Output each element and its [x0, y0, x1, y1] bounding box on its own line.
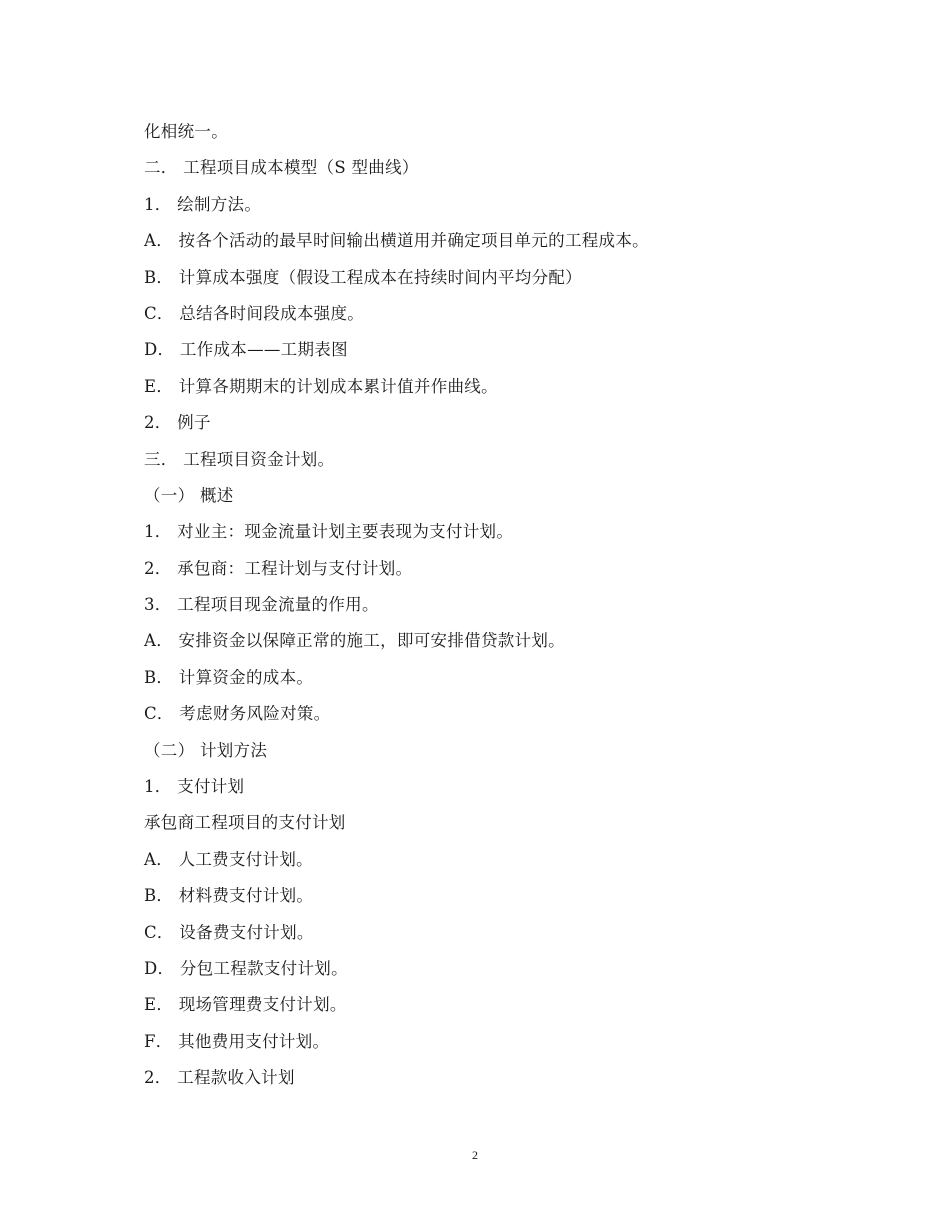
- text-line: 承包商工程项目的支付计划: [144, 813, 346, 833]
- page-number: 2: [472, 1148, 478, 1162]
- text-line: 1． 绘制方法。: [144, 194, 262, 214]
- text-line: 3． 工程项目现金流量的作用。: [144, 595, 379, 615]
- text-line: B． 材料费支付计划。: [144, 886, 314, 906]
- subsection-heading: （一） 概述: [144, 485, 234, 505]
- text-line: D． 工作成本——工期表图: [144, 340, 348, 360]
- document-body: [144, 114, 824, 1097]
- section-heading: 三． 工程项目资金计划。: [144, 449, 335, 469]
- text-line: 2． 工程款收入计划: [144, 1068, 295, 1088]
- text-line: D． 分包工程款支付计划。: [144, 958, 348, 978]
- text-line: 1． 对业主：现金流量计划主要表现为支付计划。: [144, 522, 514, 542]
- text-line: F． 其他费用支付计划。: [144, 1031, 330, 1051]
- text-line: C． 考虑财务风险对策。: [144, 704, 331, 724]
- text-line: B． 计算成本强度（假设工程成本在持续时间内平均分配）: [144, 267, 582, 287]
- text-line: A． 人工费支付计划。: [144, 849, 313, 869]
- text-line: C． 设备费支付计划。: [144, 922, 314, 942]
- text-line: 1． 支付计划: [144, 777, 245, 797]
- text-line: A． 按各个活动的最早时间输出横道用并确定项目单元的工程成本。: [144, 231, 649, 251]
- text-line: 2． 承包商：工程计划与支付计划。: [144, 558, 413, 578]
- section-heading: 二． 工程项目成本模型（S 型曲线）: [144, 158, 419, 178]
- text-line: 化相统一。: [144, 122, 228, 141]
- text-line: C． 总结各时间段成本强度。: [144, 303, 365, 323]
- text-line: E． 计算各期期末的计划成本累计值并作曲线。: [144, 376, 498, 396]
- subsection-heading: （二） 计划方法: [144, 740, 268, 760]
- text-line: B． 计算资金的成本。: [144, 667, 314, 687]
- text-line: E． 现场管理费支付计划。: [144, 995, 347, 1015]
- text-line: 2． 例子: [144, 413, 211, 433]
- text-line: A． 安排资金以保障正常的施工，即可安排借贷款计划。: [144, 631, 565, 651]
